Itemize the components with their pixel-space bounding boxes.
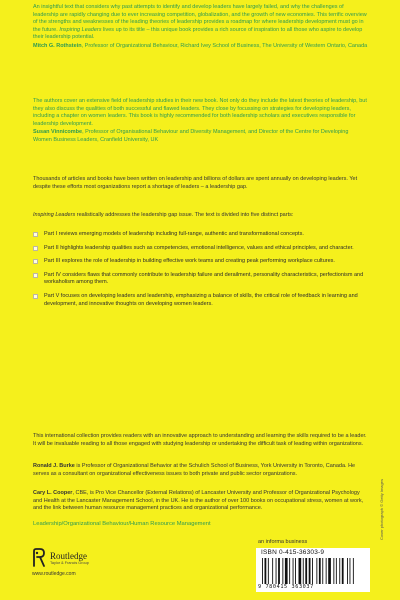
- routledge-logo: [32, 548, 132, 576]
- parts-list-item: Part I reviews emerging models of leadership including full-range, authentic and transformational concepts.: [33, 231, 368, 239]
- review-1: [33, 4, 368, 51]
- review-2: [33, 98, 368, 145]
- body-paragraph-1: Thousands of articles and books have been written on leadership and billions of dollars are spent annually on developing leaders. Yet despite these efforts most organizations report a shortage of leaders – a leadership gap.: [33, 176, 358, 190]
- review-2-text: The authors cover an extensive field of leadership studies in their new book. Not only do they include the latest theories of leadership, but they also discuss the qualities of both successful and flawed leaders. They close by focussing on strategies for developing leaders, including a chapter on women leaders. This book is highly recommended for both leadership scholars and executives responsible for leadership development.: [33, 98, 367, 127]
- square-bullet-icon: [33, 246, 38, 251]
- author-bio-cooper: Cary L. Cooper, CBE, is Pro Vice Chancellor (External Relations) of Lancaster University and Professor of Organizational Psychology and Health at the Lancaster Management School, in the UK. He is the author of over 100 books on occupational stress, women at work, and the link between human resource management practices and organizational performance.: [33, 490, 364, 512]
- review-1-text: An insightful text that considers why past attempts to identify and develop leaders have largely failed, and why the challenges of leadership are rapidly changing due to ever increasing competition, globalization, and the growth of new economies. This terrific overview of the strengths and weaknesses of the leading theories of leadership provides a roadmap for where leadership development must go in the future. Inspiring Leaders lives up to its title – this unique book provides a rich source of inspiration to all those who aspire to develop their leadership potential.: [33, 4, 367, 41]
- author-name: Cary L. Cooper: [33, 490, 73, 496]
- barcode-bars-icon: [262, 558, 362, 584]
- parts-list: [33, 231, 368, 314]
- parts-intro: Inspiring Leaders realistically addresses the leadership gap issue. The text is divided into five distinct parts:: [33, 212, 294, 218]
- parts-intro-book-title: Inspiring Leaders: [33, 212, 76, 218]
- review-1-author: Mitch G. Rothstein: [33, 42, 82, 49]
- parts-list-item: Part IV considers flaws that commonly contribute to leadership failure and derailment, personality characteristics, perfectionism and workaholism among them.: [33, 272, 368, 287]
- review-1-attribution: Mitch G. Rothstein, Professor of Organizational Behaviour, Richard Ivey School of Business, The University of Western Ontario, Canada: [33, 42, 368, 49]
- isbn-barcode: [256, 548, 370, 592]
- review-2-author: Susan Vinnicombe: [33, 129, 83, 136]
- publisher-url: www.routledge.com: [32, 571, 76, 577]
- square-bullet-icon: [33, 259, 38, 264]
- square-bullet-icon: [33, 232, 38, 237]
- publisher-group: Taylor & Francis Group: [50, 561, 89, 565]
- informa-tagline: an informa business: [258, 539, 308, 545]
- square-bullet-icon: [33, 294, 38, 299]
- square-bullet-icon: [33, 273, 38, 278]
- author-bio-burke: Ronald J. Burke is Professor of Organizational Behavior at the Schulich School of Business, York University in Toronto, Canada. He serves as a consultant on organizational effectiveness issues to both private and public sector organizations.: [33, 463, 356, 477]
- author-name: Ronald J. Burke: [33, 463, 75, 469]
- routledge-r-logo-icon: [32, 548, 46, 568]
- barcode-digits: 9 780415 363037: [258, 584, 314, 590]
- isbn-number: ISBN 0-415-36303-9: [261, 549, 325, 556]
- parts-list-item: Part II highlights leadership qualities such as competencies, emotional intelligence, values and ethical principles, and character.: [33, 245, 368, 253]
- review-1-book-title: Inspiring Leaders: [59, 26, 102, 33]
- review-2-attribution: Susan Vinnicombe, Professor of Organisational Behaviour and Diversity Management, and Director of the Centre for Developing Women Business Leaders, Cranfield University, UK: [33, 129, 349, 143]
- publisher-name: Routledge: [50, 551, 87, 561]
- cover-photo-credit: Cover photograph © Getty Images: [379, 479, 384, 540]
- subject-category: Leadership/Organizational Behaviour/Human Resource Management: [33, 521, 211, 527]
- parts-list-item: Part III explores the role of leadership in building effective work teams and creating peak performing workplace cultures.: [33, 258, 368, 266]
- parts-list-item: Part V focuses on developing leaders and leadership, emphasizing a balance of skills, the critical role of feedback in learning and development, and innovative thoughts on developing women leaders.: [33, 293, 368, 308]
- collection-paragraph: This international collection provides readers with an innovative approach to understanding and learning the skills required to be a leader. It will be invaluable reading to all those engaged with studying leadership or undertaking the difficult task of leading within organizations.: [33, 433, 367, 447]
